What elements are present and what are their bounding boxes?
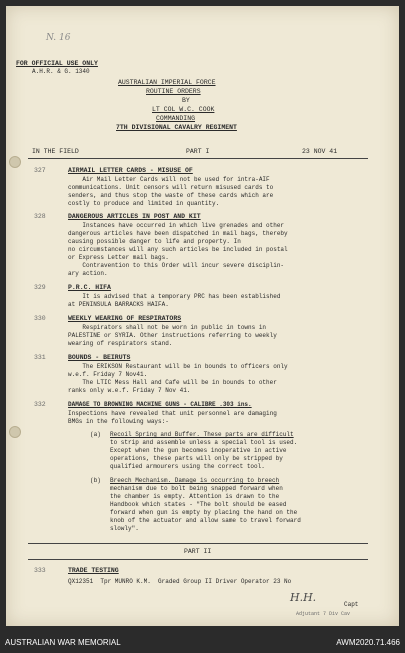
order-number: 330 xyxy=(34,315,46,322)
classification-line-1: FOR OFFICIAL USE ONLY xyxy=(16,60,98,67)
order-line: or Express Letter mail bags. xyxy=(68,254,169,261)
punch-hole xyxy=(9,426,21,438)
sub-item-line: the chamber is empty. Attention is drawn to the xyxy=(110,493,280,500)
order-line: w.e.f. Friday 7 Nov41. xyxy=(68,371,148,378)
title-line: AUSTRALIAN IMPERIAL FORCE xyxy=(118,79,216,86)
order-heading: DAMAGE TO BROWNING MACHINE GUNS - CALIBRE .303 ins. xyxy=(68,401,252,408)
order-line: The LTIC Mess Hall and Cafe will be in bounds to other xyxy=(68,379,277,386)
sub-item-line: Recoil Spring and Buffer. These parts are difficult xyxy=(110,431,294,438)
title-line: LT COL W.C. COOK xyxy=(152,106,215,113)
location: IN THE FIELD xyxy=(32,148,79,155)
sub-item-line: qualified armourers using the correct tool. xyxy=(110,463,265,470)
order-line: ary action. xyxy=(68,270,108,277)
order-line: no circumstances will any such articles be included in postal xyxy=(68,246,288,253)
part-two-label: PART II xyxy=(184,548,212,555)
order-line: senders, and thus stop the waste of these cards which are xyxy=(68,192,274,199)
order-number: 328 xyxy=(34,213,46,220)
sub-item-line: to strip and assemble unless a special tool is used. xyxy=(110,439,298,446)
order-line: It is advised that a temporary PRC has been established xyxy=(68,293,281,300)
classification-line-2: A.H.R. & G. 1340 xyxy=(32,68,90,75)
order-number: 332 xyxy=(34,401,46,408)
divider xyxy=(28,559,368,560)
order-line: Contravention to this Order will incur severe disciplin- xyxy=(68,262,285,269)
sub-item-label: (b) xyxy=(90,477,101,484)
order-line: at PENINSULA BARRACKS HAIFA. xyxy=(68,301,169,308)
part-label: PART I xyxy=(186,148,210,155)
order-heading: DANGEROUS ARTICLES IN POST AND KIT xyxy=(68,213,201,220)
signature: H.H. xyxy=(290,591,317,604)
signature-appointment: Adjutant 7 Div Cav xyxy=(296,611,351,617)
divider xyxy=(28,543,368,544)
sub-item-line: Breech Mechanism. Damage is occurring to breech xyxy=(110,477,280,484)
order-line: BMGs in the following ways:- xyxy=(68,418,169,425)
order-number: 333 xyxy=(34,567,46,574)
order-line: Instances have occurred in which live grenades and other xyxy=(68,222,285,229)
order-date: 23 NOV 41 xyxy=(302,148,338,155)
order-heading: P.R.C. HIFA xyxy=(68,284,111,291)
pencil-note: N. 16 xyxy=(46,33,71,43)
order-line: PALESTINE or SYRIA. Other instructions referring to weekly xyxy=(68,332,277,339)
order-heading: TRADE TESTING xyxy=(68,567,119,574)
order-line: dangerous articles have been dispatched in mail bags, thereby xyxy=(68,230,288,237)
order-number: 331 xyxy=(34,354,46,361)
order-line: wearing of respirators stand. xyxy=(68,340,173,347)
title-line: ROUTINE ORDERS xyxy=(146,88,201,95)
title-line: COMMANDING xyxy=(156,115,196,122)
order-number: 329 xyxy=(34,284,46,291)
sub-item-line: mechanism due to bolt being snapped forward when xyxy=(110,485,283,492)
footer-accession-number: AWM2020.71.466 xyxy=(336,638,400,647)
punch-hole xyxy=(9,156,21,168)
sub-item-line: Handbook which states - "The bolt should be eased xyxy=(110,501,287,508)
order-line: Respirators shall not be worn in public in towns in xyxy=(68,324,267,331)
order-line: Air Mail Letter Cards will not be used for intra-AIF xyxy=(68,176,270,183)
order-heading: BOUNDS - BEIRUTS xyxy=(68,354,131,361)
archive-footer xyxy=(0,632,405,653)
order-line: costly to produce and limited in quantity. xyxy=(68,200,220,207)
title-line: 7TH DIVISIONAL CAVALRY REGIMENT xyxy=(116,124,237,131)
sub-item-line: slowly". xyxy=(110,525,139,532)
order-line: communications. Unit censors will return misused cards to xyxy=(68,184,274,191)
trade-test-entry: QX12351 Tpr MUNRO K.M. Graded Group II Driver Operator 23 No xyxy=(68,578,292,585)
order-line: The ERIKSON Restaurant will be in bounds to officers only xyxy=(68,363,288,370)
sub-item-line: Except when the gun becomes inoperative in active xyxy=(110,447,287,454)
signature-rank: Capt xyxy=(344,601,359,608)
order-line: causing possible danger to life and property. In xyxy=(68,238,241,245)
document-page xyxy=(6,6,399,626)
footer-institution: AUSTRALIAN WAR MEMORIAL xyxy=(5,638,121,647)
order-line: ranks only w.e.f. Friday 7 Nov 41. xyxy=(68,387,191,394)
order-number: 327 xyxy=(34,167,46,174)
divider xyxy=(28,158,368,159)
order-heading: AIRMAIL LETTER CARDS - MISUSE OF xyxy=(68,167,193,174)
sub-item-line: knob of the actuator and allow same to travel forward xyxy=(110,517,301,524)
sub-item-label: (a) xyxy=(90,431,101,438)
order-line: Inspections have revealed that unit personnel are damaging xyxy=(68,410,277,417)
sub-item-line: forward when gun is empty by placing the hand on the xyxy=(110,509,298,516)
sub-item-line: operations, these parts will only be stripped by xyxy=(110,455,283,462)
title-line: BY xyxy=(182,97,190,104)
order-heading: WEEKLY WEARING OF RESPIRATORS xyxy=(68,315,182,322)
